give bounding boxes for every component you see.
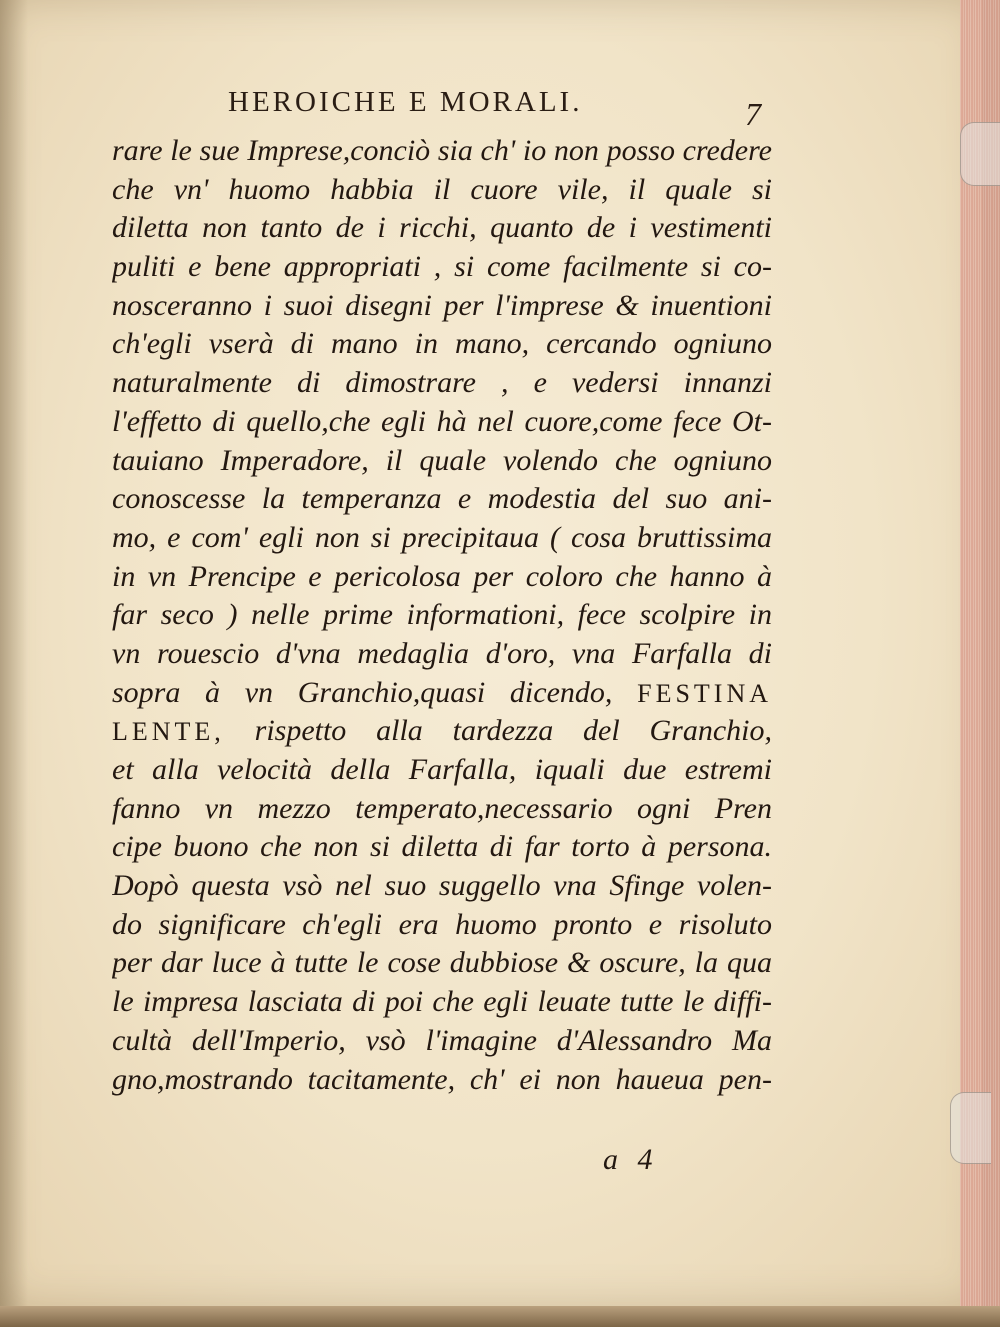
text-line: tauiano Imperadore, il quale volendo che ogniuno bbox=[112, 443, 772, 477]
signature-mark: a 4 bbox=[603, 1143, 653, 1176]
gutter-shadow bbox=[0, 0, 28, 1306]
text-line: gno,mostrando tacitamente, ch' ei non haueua pen- bbox=[112, 1062, 772, 1096]
text-segment: rispetto alla tardezza del Granchio, bbox=[254, 714, 772, 748]
text-line: le impresa lasciata di poi che egli leuate tutte le diffi- bbox=[112, 985, 772, 1019]
text-line: vn rouescio d'vna medaglia d'oro, vna Farfalla di bbox=[112, 636, 772, 670]
text-line: conoscesse la temperanza e modestia del suo ani- bbox=[112, 482, 772, 516]
text-line: in vn Prencipe e pericolosa per coloro che hanno à bbox=[112, 559, 772, 593]
page-bottom-edge bbox=[0, 1306, 1000, 1327]
page-number: 7 bbox=[745, 96, 761, 132]
text-line: cultà dell'Imperio, vsò l'imagine d'Alessandro Ma bbox=[112, 1023, 772, 1057]
body-text bbox=[112, 132, 772, 1099]
text-line: cipe buono che non si diletta di far torto à persona. bbox=[112, 830, 772, 864]
text-line: ch'egli vserà di mano in mano, cercando ogniuno bbox=[112, 327, 772, 361]
text-line: puliti e bene appropriati , si come facilmente si co- bbox=[112, 250, 772, 284]
text-line: far seco ) nelle prime informationi, fece scolpire in bbox=[112, 598, 772, 632]
text-line: naturalmente di dimostrare , e vedersi innanzi bbox=[112, 366, 772, 400]
page-tab-top bbox=[960, 122, 1000, 186]
text-line: l'effetto di quello,che egli hà nel cuore,come fece Ot- bbox=[112, 404, 772, 438]
text-line-with-motto bbox=[112, 674, 772, 713]
text-line: Dopò questa vsò nel suo suggello vna Sfinge volen- bbox=[112, 869, 772, 903]
page-tab-bottom bbox=[950, 1092, 991, 1164]
running-head: HEROICHE E MORALI. bbox=[228, 86, 583, 118]
text-line: rare le sue Imprese,conciò sia ch' io non posso credere bbox=[112, 134, 772, 167]
text-line: mo, e com' egli non si precipitaua ( cosa bruttissima bbox=[112, 520, 772, 554]
text-line: et alla velocità della Farfalla, iquali due estremi bbox=[112, 753, 772, 786]
motto-festina: FESTINA bbox=[637, 678, 772, 708]
text-line: do significare ch'egli era huomo pronto e risoluto bbox=[112, 907, 772, 941]
text-line-with-motto bbox=[112, 712, 772, 751]
text-line: fanno vn mezzo temperato,necessario ogni Pren bbox=[112, 791, 772, 825]
text-line: che vn' huomo habbia il cuore vile, il quale si bbox=[112, 172, 772, 206]
motto-lente: LENTE, bbox=[112, 717, 225, 747]
text-line: per dar luce à tutte le cose dubbiose & oscure, la qua bbox=[112, 946, 772, 980]
text-line: nosceranno i suoi disegni per l'imprese & inuentioni bbox=[112, 288, 772, 322]
text-segment: sopra à vn Granchio,quasi dicendo, bbox=[112, 675, 613, 709]
text-line: diletta non tanto de i ricchi, quanto de i vestimenti bbox=[112, 211, 772, 245]
